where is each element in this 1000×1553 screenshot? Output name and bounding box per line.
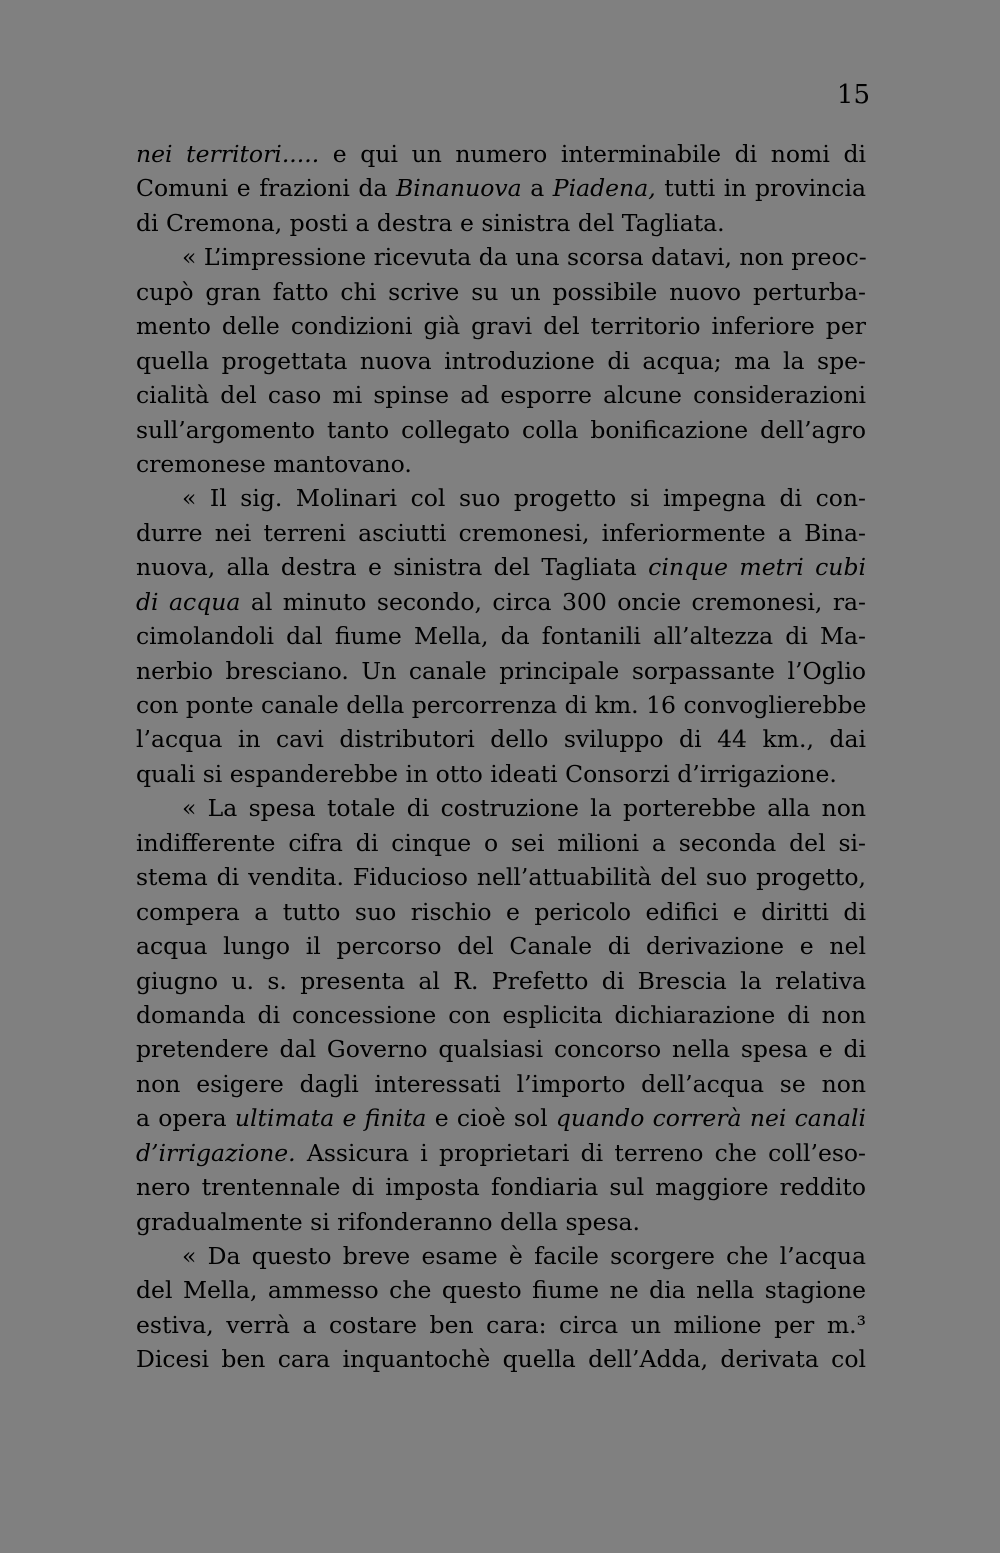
text-segment: acqua lungo il percorso del Canale di derivazione e nel xyxy=(136,932,866,961)
text-line xyxy=(136,654,866,688)
text-line xyxy=(136,1136,866,1170)
text-line xyxy=(136,309,866,343)
text-line xyxy=(136,171,866,205)
italic-text: Piadena, xyxy=(552,174,656,203)
text-line xyxy=(136,481,866,515)
italic-text: di acqua xyxy=(136,587,241,616)
text-line xyxy=(136,757,866,791)
text-segment: a opera xyxy=(136,1104,235,1133)
text-segment: durre nei terreni asciutti cremonesi, inferiormente a Bina- xyxy=(136,518,866,547)
text-segment: « L’impressione ricevuta da una scorsa datavi, non preoc- xyxy=(182,243,867,272)
italic-text: d’irrigazione. xyxy=(136,1138,296,1167)
italic-text: ultimata e finita xyxy=(234,1104,427,1133)
text-line xyxy=(136,137,866,171)
text-segment: quali si espanderebbe in otto ideati Consorzi d’irrigazione. xyxy=(136,759,837,788)
text-segment: nero trentennale di imposta fondiaria sul maggiore reddito xyxy=(136,1173,866,1202)
text-segment: cialità del caso mi spinse ad esporre alcune considerazioni xyxy=(136,381,866,410)
text-segment: nuova, alla destra e sinistra del Tagliata xyxy=(136,553,649,582)
text-line xyxy=(136,413,866,447)
text-line xyxy=(136,860,866,894)
text-segment: indifferente cifra di cinque o sei milioni a seconda del si- xyxy=(136,828,866,857)
text-segment: e cioè sol xyxy=(426,1104,556,1133)
text-line xyxy=(136,929,866,963)
text-segment: e qui un numero interminabile di nomi di xyxy=(319,140,866,168)
text-segment: « La spesa totale di costruzione la porterebbe alla non xyxy=(182,794,866,823)
text-line xyxy=(136,688,866,722)
text-line xyxy=(136,1342,866,1376)
text-line xyxy=(136,895,866,929)
italic-text: Binanuova xyxy=(396,174,522,203)
text-segment: sull’argomento tanto collegato colla bonificazione dell’agro xyxy=(136,415,866,444)
text-line xyxy=(136,585,866,619)
text-line xyxy=(136,1308,866,1342)
text-line xyxy=(136,964,866,998)
text-segment: del Mella, ammesso che questo fiume ne dia nella stagione xyxy=(136,1276,866,1305)
text-segment: quella progettata nuova introduzione di acqua; ma la spe- xyxy=(136,346,866,375)
text-segment: al minuto secondo, circa 300 oncie cremonesi, ra- xyxy=(240,587,866,616)
text-segment: compera a tutto suo rischio e pericolo edifici e diritti di xyxy=(136,897,866,926)
text-line xyxy=(136,344,866,378)
text-segment: di Cremona, posti a destra e sinistra del Tagliata. xyxy=(136,208,725,237)
text-segment: pretendere dal Governo qualsiasi concorso nella spesa e di xyxy=(136,1035,866,1064)
text-line xyxy=(136,206,866,240)
page-number: 15 xyxy=(836,80,870,110)
text-line xyxy=(136,1273,866,1307)
italic-text: nei territori..... xyxy=(136,140,320,168)
text-segment: « Il sig. Molinari col suo progetto si impegna di con- xyxy=(182,484,866,513)
text-line xyxy=(136,1205,866,1239)
text-segment: tutti in provincia xyxy=(655,174,866,203)
text-line xyxy=(136,619,866,653)
text-segment: non esigere dagli interessati l’importo dell’acqua se non xyxy=(136,1069,866,1098)
body-text xyxy=(136,137,866,1377)
text-segment: gradualmente si rifonderanno della spesa. xyxy=(136,1207,641,1236)
text-segment: nerbio bresciano. Un canale principale sorpassante l’Oglio xyxy=(136,656,866,685)
text-segment: l’acqua in cavi distributori dello sviluppo di 44 km., dai xyxy=(136,725,866,754)
text-line xyxy=(136,516,866,550)
text-line xyxy=(136,378,866,412)
text-segment: a xyxy=(521,174,553,203)
text-segment: estiva, verrà a costare ben cara: circa un milione per m.³ xyxy=(136,1310,866,1339)
text-line xyxy=(136,998,866,1032)
text-line xyxy=(136,1170,866,1204)
text-line xyxy=(136,791,866,825)
text-line xyxy=(136,275,866,309)
text-line xyxy=(136,447,866,481)
text-segment: cupò gran fatto chi scrive su un possibile nuovo perturba- xyxy=(136,277,866,306)
text-segment: domanda di concessione con esplicita dichiarazione di non xyxy=(136,1000,866,1029)
text-line xyxy=(136,722,866,756)
text-segment: mento delle condizioni già gravi del territorio inferiore per xyxy=(136,312,866,341)
text-line xyxy=(136,1101,866,1135)
text-segment: Assicura i proprietari di terreno che coll’eso- xyxy=(295,1138,866,1167)
text-line xyxy=(136,1239,866,1273)
text-segment: cimolandoli dal fiume Mella, da fontanili all’altezza di Ma- xyxy=(136,622,866,651)
text-segment: « Da questo breve esame è facile scorgere che l’acqua xyxy=(182,1242,866,1270)
text-segment: Dicesi ben cara inquantochè quella dell’Adda, derivata col xyxy=(136,1345,866,1374)
text-segment: Comuni e frazioni da xyxy=(136,174,396,203)
text-line xyxy=(136,550,866,584)
text-segment: giugno u. s. presenta al R. Prefetto di Brescia la relativa xyxy=(136,966,866,995)
text-line xyxy=(136,826,866,860)
text-segment: cremonese mantovano. xyxy=(136,449,412,478)
italic-text: quando correrà nei canali xyxy=(555,1104,866,1133)
text-line xyxy=(136,1067,866,1101)
text-segment: con ponte canale della percorrenza di km. 16 convoglierebbe xyxy=(136,691,867,719)
text-line xyxy=(136,1032,866,1066)
italic-text: cinque metri cubi xyxy=(648,553,867,582)
text-line xyxy=(136,240,866,274)
text-segment: stema di vendita. Fiducioso nell’attuabilità del suo progetto, xyxy=(136,863,866,892)
